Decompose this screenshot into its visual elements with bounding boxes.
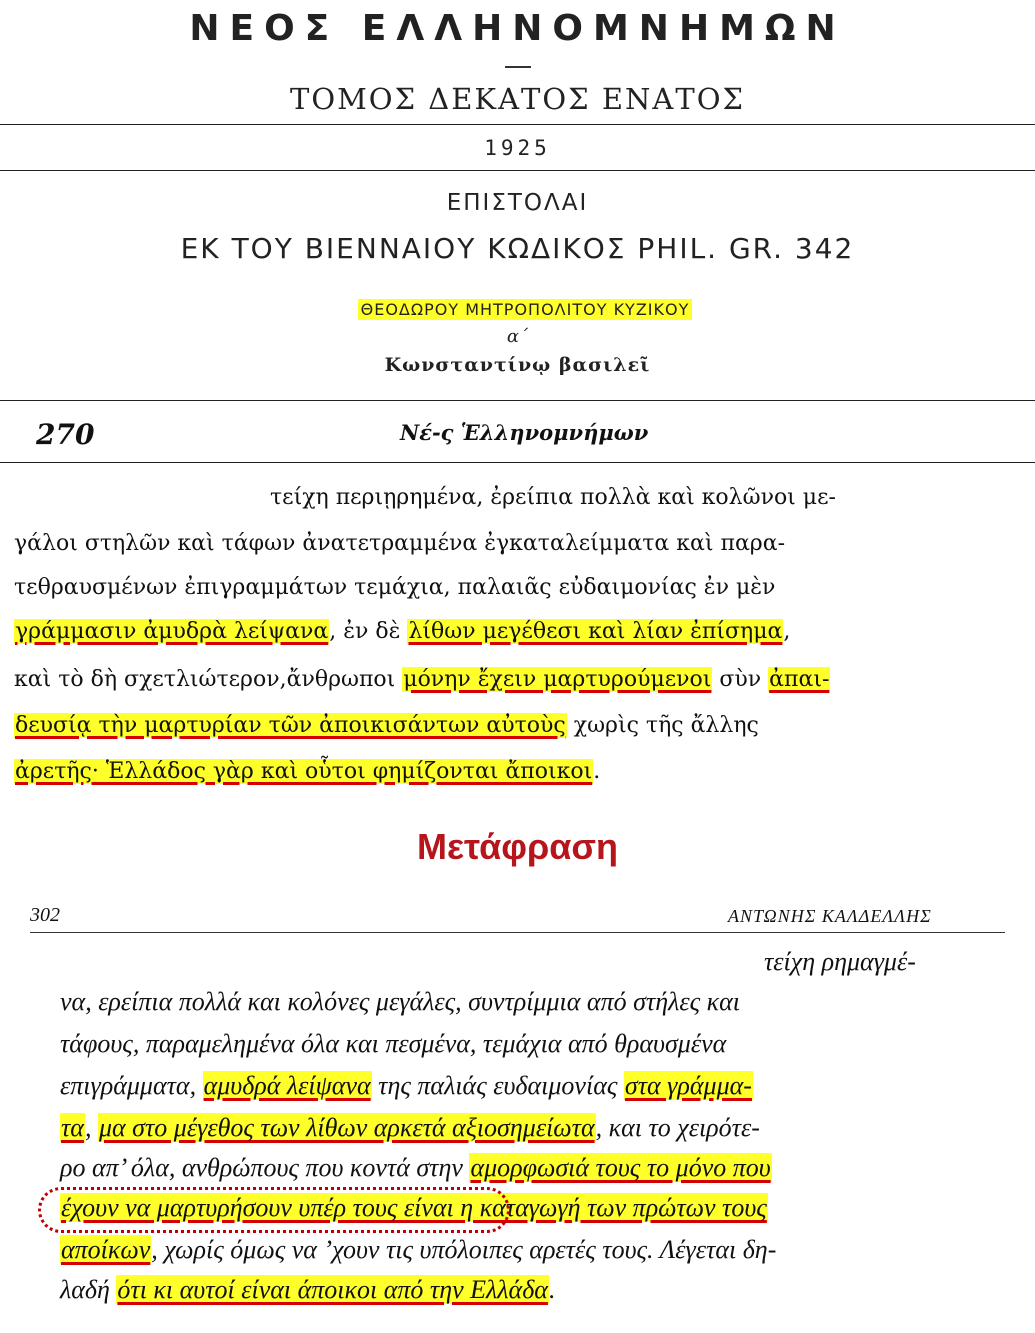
letters-heading: ΕΠΙΣΤΟΛΑΙ: [446, 190, 589, 216]
original-line: [14, 570, 775, 606]
translation-line: [60, 984, 740, 1020]
text-segment: χωρὶς τῆς ἄλλης: [566, 713, 759, 738]
highlighted-text: στα γράμμα-: [624, 1071, 752, 1100]
highlighted-text: αμορφωσιά τους το μόνο που: [470, 1153, 771, 1182]
translation-line: [60, 1272, 555, 1308]
text-segment: της παλιάς ευδαιμονίας: [371, 1071, 624, 1100]
text-segment: επιγράμματα,: [60, 1071, 203, 1100]
text-segment: ρο απ’ όλα, ανθρώπους που κοντά στην: [60, 1153, 470, 1182]
codex-title: ΕΚ ΤΟΥ ΒΙΕΝΝΑΙΟΥ ΚΩΔΙΚΟΣ PHIL. GR. 342: [180, 232, 855, 265]
text-segment: τεθραυσμένων ἐπιγραμμάτων τεμάχια, παλαιᾶς εὐδαιμονίας ἐν μὲν: [14, 575, 776, 600]
original-page-number: 270: [36, 418, 95, 451]
text-segment: τείχη ρημαγμέ-: [764, 947, 916, 976]
text-segment: ,: [783, 619, 791, 644]
translation-page-number: 302: [30, 904, 60, 926]
translation-line: [60, 1150, 772, 1186]
translation-line: [60, 1110, 760, 1146]
divider: [0, 170, 1035, 171]
dotted-circle-annotation: [38, 1187, 510, 1233]
highlighted-text: αμυδρά λείψανα: [203, 1071, 371, 1100]
author-line: [0, 300, 1035, 319]
translation-header-rule: [30, 932, 1005, 933]
highlighted-text: ἀπαι-: [769, 667, 830, 692]
highlighted-text: ότι κι αυτοί είναι άποικοι από την Ελλάδα: [117, 1275, 548, 1304]
translation-running-head: ΑΝΤΩΝΗΣ ΚΑΛΔΕΛΛΗΣ: [728, 906, 932, 926]
text-segment: να, ερείπια πολλά και κολόνες μεγάλες, συντρίμμια από στήλες και: [60, 987, 741, 1016]
translation-line: [60, 1232, 776, 1268]
highlighted-text: μα στο μέγεθος των λίθων αρκετά αξιοσημείωτα: [98, 1113, 595, 1142]
journal-title: ΝΕΟΣ ΕΛΛΗΝΟΜΝΗΜΩΝ: [189, 8, 846, 49]
volume-title: ΤΟΜΟΣ ΔΕΚΑΤΟΣ ΕΝΑΤΟΣ: [290, 82, 745, 116]
text-segment: καὶ τὸ δὴ σχετλιώτερον,ἄνθρωποι: [14, 667, 403, 692]
text-segment: γάλοι στηλῶν καὶ τάφων ἀνατετραμμένα ἐγκαταλείμματα καὶ παρα-: [14, 531, 786, 556]
translation-heading: Μετάφραση: [416, 826, 619, 867]
divider: [0, 124, 1035, 125]
text-segment: σὺν: [712, 667, 769, 692]
original-line: [14, 754, 600, 790]
highlighted-text: γράμμασιν ἀμυδρὰ λείψανα: [15, 619, 329, 644]
original-line: [14, 526, 785, 562]
original-line: [14, 662, 830, 698]
translation-line: [60, 1068, 753, 1104]
translation-line: [60, 1026, 726, 1062]
divider: [0, 462, 1035, 463]
highlighted-text: μόνην ἔχειν μαρτυρούμενοι: [403, 667, 712, 692]
text-segment: τείχη περιῃρημένα, ἐρείπια πολλὰ καὶ κολῶνοι με-: [270, 485, 836, 510]
highlighted-text: δευσίᾳ τὴν μαρτυρίαν τῶν ἀποικισάντων αὐτοὺς: [15, 713, 566, 738]
publication-year: 1925: [484, 136, 551, 160]
text-segment: λαδή: [60, 1275, 117, 1304]
original-running-head: Νέ-ς Ἑλληνομνήμων: [400, 420, 649, 445]
translation-line: [764, 944, 916, 980]
author-name: ΘΕΟΔΩΡΟΥ ΜΗΤΡΟΠΟΛΙΤΟΥ ΚΥΖΙΚΟΥ: [358, 299, 693, 320]
original-line: [14, 708, 759, 744]
highlighted-text: ἀρετῆς· Ἑλλάδος γὰρ καὶ οὗτοι φημίζονται ἄποικοι: [15, 759, 593, 784]
recipient: Κωνσταντίνῳ βασιλεῖ: [384, 354, 651, 376]
original-line: [14, 614, 790, 650]
highlighted-text: τα: [61, 1113, 84, 1142]
divider: [0, 400, 1035, 401]
title-divider: [505, 66, 531, 68]
text-segment: .: [548, 1275, 556, 1304]
text-segment: , χωρίς όμως να ’χουν τις υπόλοιπες αρετές τους. Λέγεται δη-: [151, 1235, 777, 1264]
highlighted-text: λίθων μεγέθεσι καὶ λίαν ἐπίσημα: [408, 619, 783, 644]
text-segment: , ἐν δὲ: [329, 619, 408, 644]
text-segment: τάφους, παραμελημένα όλα και πεσμένα, τεμάχια από θραυσμένα: [60, 1029, 727, 1058]
text-segment: ,: [84, 1113, 98, 1142]
text-segment: , και το χειρότε-: [595, 1113, 760, 1142]
highlighted-text: έχουν να μαρτυρήσουν υπέρ τους είναι η καταγωγή των πρώτων τους: [61, 1193, 767, 1222]
text-segment: .: [593, 759, 601, 784]
letter-number: α΄: [506, 326, 529, 347]
highlighted-text: αποίκων: [61, 1235, 151, 1264]
original-line: [270, 480, 836, 516]
